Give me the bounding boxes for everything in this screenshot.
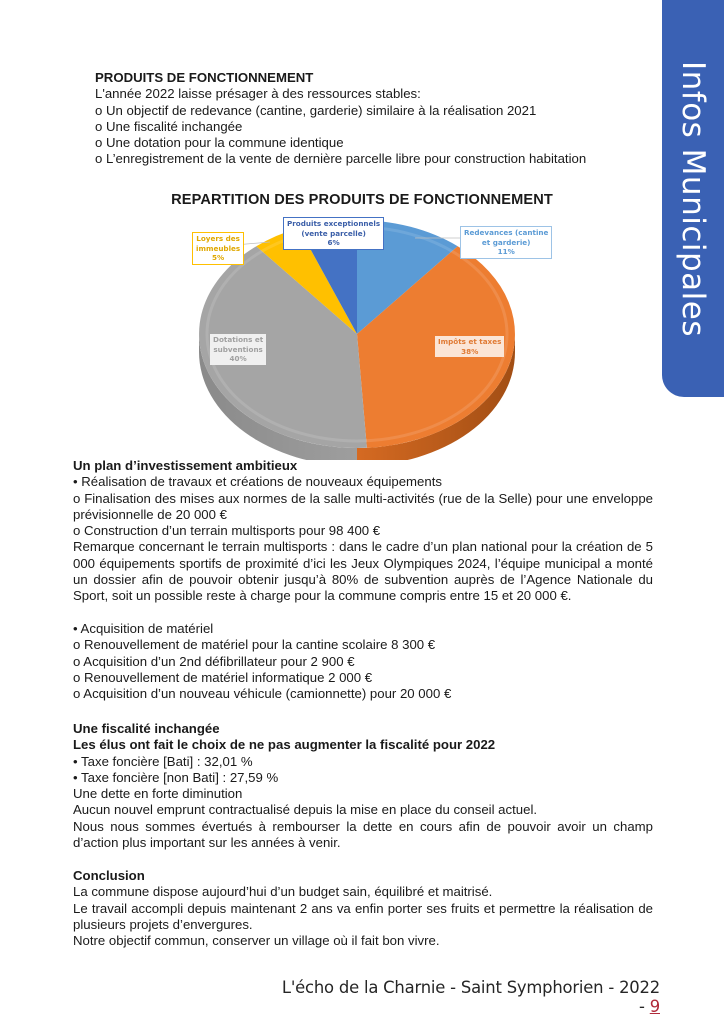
equipment-item: o Renouvellement de matériel pour la cantine scolaire 8 300 €	[73, 637, 436, 653]
label-redevances: Redevances (cantine et garderie) 11%	[460, 226, 552, 259]
conclusion-text: Notre objectif commun, conserver un village où il fait bon vivre.	[73, 933, 440, 949]
page-footer	[280, 978, 660, 1016]
intro-line: o Une dotation pour la commune identique	[95, 135, 344, 151]
section-side-tab	[662, 0, 724, 397]
intro-line: o Un objectif de redevance (cantine, garderie) similaire à la réalisation 2021	[95, 102, 537, 118]
investment-heading: Un plan d’investissement ambitieux	[73, 458, 298, 473]
debt-title: Une dette en forte diminution	[73, 786, 243, 802]
chart-title: REPARTITION DES PRODUITS DE FONCTIONNEMENT	[171, 192, 553, 208]
intro-line: L'année 2022 laisse présager à des ressources stables:	[95, 86, 421, 102]
intro-heading: PRODUITS DE FONCTIONNEMENT	[95, 70, 314, 85]
intro-line: o Une fiscalité inchangée	[95, 118, 243, 134]
investment-item: • Réalisation de travaux et créations de nouveaux équipements	[73, 474, 442, 490]
conclusion-text: La commune dispose aujourd’hui d’un budget sain, équilibré et maitrisé.	[73, 884, 493, 900]
equipment-section	[73, 621, 653, 702]
conclusion-section	[73, 868, 653, 949]
investment-remark: Remarque concernant le terrain multisports : dans le cadre d’un plan national pour la création de 5 000 équipements sportifs de proximité d’ici les Jeux Olympiques 2024, l’équipe municipal a monté un dossier afin de pouvoir obtenir jusqu’à 80% de subvention auprès de l’Agence Nationale du Sport, soit un possible reste à charge pour la commune compris entre 15 et 20 000 €.	[73, 539, 653, 604]
tax-rate-non-bati: • Taxe foncière [non Bati] : 27,59 %	[73, 769, 279, 785]
equipment-item: o Acquisition d’un nouveau véhicule (camionnette) pour 20 000 €	[73, 686, 452, 702]
intro-section	[95, 70, 615, 168]
intro-line: o L’enregistrement de la vente de dernière parcelle libre pour construction habitation	[95, 151, 587, 167]
conclusion-text: Le travail accompli depuis maintenant 2 ans va enfin porter ses fruits et permettre la réalisation de plusieurs projets d’envergures.	[73, 900, 653, 932]
equipment-item: o Renouvellement de matériel informatique 2 000 €	[73, 669, 373, 685]
label-dotations: Dotations et subventions 40%	[210, 334, 266, 365]
fiscal-heading: Une fiscalité inchangée	[73, 721, 220, 736]
footer-text: L'écho de la Charnie - Saint Symphorien - 2022 -	[281, 978, 660, 1016]
investment-item: o Construction d’un terrain multisports pour 98 400 €	[73, 523, 381, 539]
page-number: 9	[649, 997, 660, 1016]
label-exceptionnels: Produits exceptionnels (vente parcelle) 6%	[283, 217, 384, 250]
investment-item: o Finalisation des mises aux normes de la salle multi-activités (rue de la Selle) pour une enveloppe prévisionnelle de 20 000 €	[73, 490, 653, 522]
debt-text: Aucun nouvel emprunt contractualisé depuis la mise en place du conseil actuel.	[73, 802, 538, 818]
conclusion-heading: Conclusion	[73, 868, 145, 883]
equipment-item: o Acquisition d’un 2nd défibrillateur pour 2 900 €	[73, 653, 355, 669]
equipment-item: • Acquisition de matériel	[73, 621, 214, 636]
label-impots: Impôts et taxes 38%	[435, 336, 504, 357]
investment-section	[73, 458, 653, 605]
fiscal-section	[73, 721, 653, 851]
side-tab-label: Infos Municipales	[675, 60, 711, 337]
tax-rate-bati: • Taxe foncière [Bati] : 32,01 %	[73, 753, 253, 769]
fiscal-subheading: Les élus ont fait le choix de ne pas augmenter la fiscalité pour 2022	[73, 737, 496, 753]
debt-text: Nous nous sommes évertués à rembourser la dette en cours afin de pouvoir avoir un champ d’action plus important sur les années à venir.	[73, 818, 653, 851]
label-loyers: Loyers des immeubles 5%	[192, 232, 244, 265]
pie-chart	[160, 210, 564, 460]
